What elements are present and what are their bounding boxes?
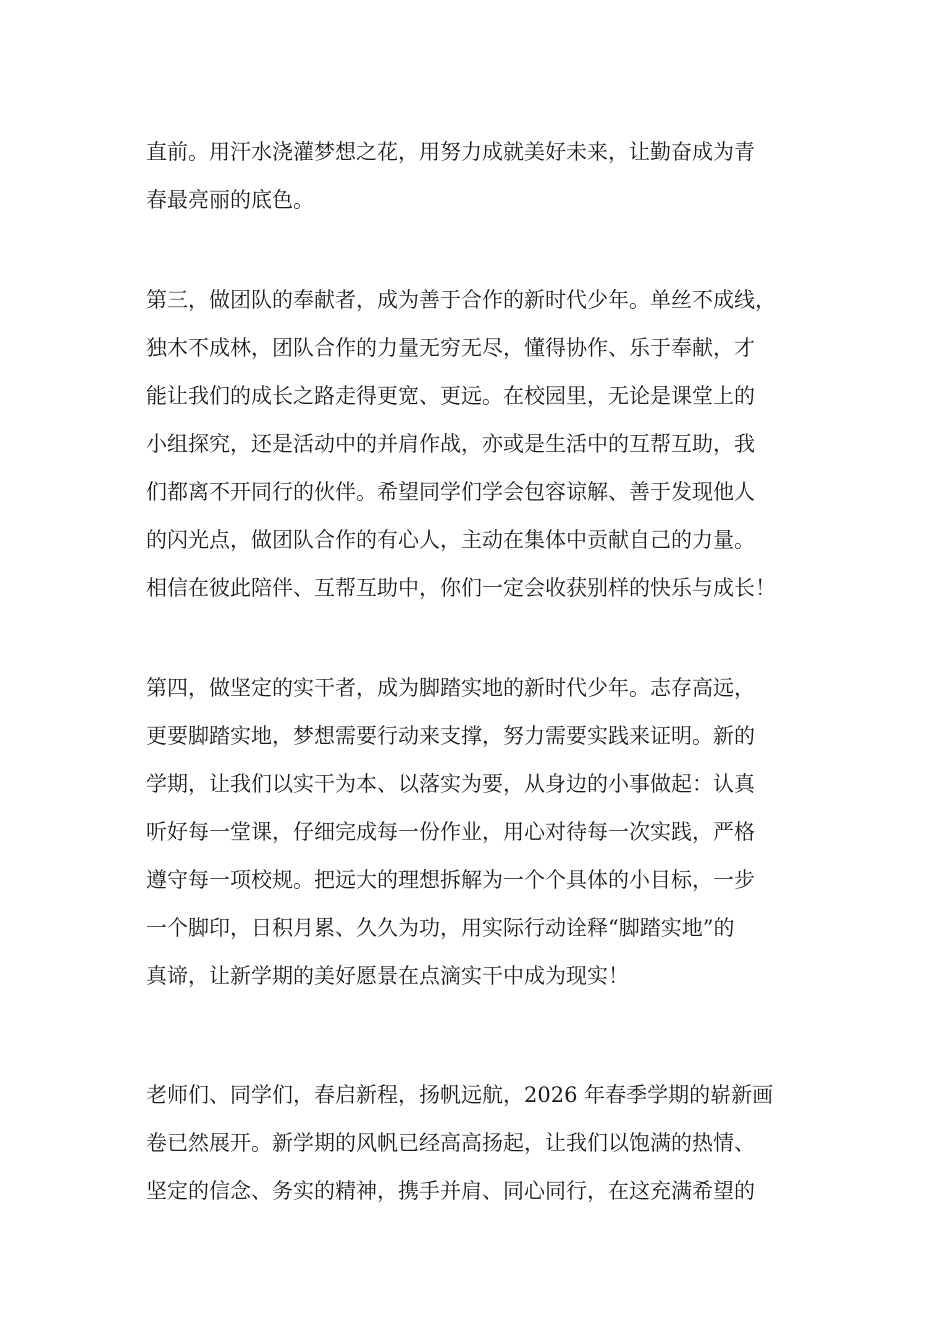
paragraph-1 xyxy=(146,128,836,224)
text-line: 听好每一堂课，仔细完成每一份作业，用心对待每一次实践，严格 xyxy=(146,820,755,844)
text-line: 直前。用汗水浇灌梦想之花，用努力成就美好未来，让勤奋成为青 xyxy=(146,140,755,164)
text-line: 老师们、同学们，春启新程，扬帆远航，2026 年春季学期的崭新画 xyxy=(146,1083,774,1107)
text-line: 能让我们的成长之路走得更宽、更远。在校园里，无论是课堂上的 xyxy=(146,384,755,408)
text-line: 卷已然展开。新学期的风帆已经高高扬起，让我们以饱满的热情、 xyxy=(146,1131,755,1155)
text-line: 小组探究，还是活动中的并肩作战，亦或是生活中的互帮互助，我 xyxy=(146,432,755,456)
text-line: 遵守每一项校规。把远大的理想拆解为一个个具体的小目标，一步 xyxy=(146,868,755,892)
text-line: 的闪光点，做团队合作的有心人，主动在集体中贡献自己的力量。 xyxy=(146,528,755,552)
text-line: 坚定的信念、务实的精神，携手并肩、同心同行，在这充满希望的 xyxy=(146,1179,755,1203)
paragraph-2 xyxy=(146,276,836,612)
text-line: 独木不成林，团队合作的力量无穷无尽，懂得协作、乐于奉献，才 xyxy=(146,336,755,360)
text-line: 相信在彼此陪伴、互帮互助中，你们一定会收获别样的快乐与成长！ xyxy=(146,576,776,600)
text-line: 们都离不开同行的伙伴。希望同学们学会包容谅解、善于发现他人 xyxy=(146,480,755,504)
paragraph-4 xyxy=(146,1071,836,1215)
text-line: 真谛，让新学期的美好愿景在点滴实干中成为现实！ xyxy=(146,964,629,988)
paragraph-3 xyxy=(146,664,836,1000)
text-line: 更要脚踏实地，梦想需要行动来支撑，努力需要实践来证明。新的 xyxy=(146,724,755,748)
text-line: 第三，做团队的奉献者，成为善于合作的新时代少年。单丝不成线， xyxy=(146,288,776,312)
text-line: 学期，让我们以实干为本、以落实为要，从身边的小事做起：认真 xyxy=(146,772,755,796)
text-line: 一个脚印，日积月累、久久为功，用实际行动诠释“脚踏实地”的 xyxy=(146,916,735,940)
text-line: 第四，做坚定的实干者，成为脚踏实地的新时代少年。志存高远， xyxy=(146,676,755,700)
text-line: 春最亮丽的底色。 xyxy=(146,188,314,212)
